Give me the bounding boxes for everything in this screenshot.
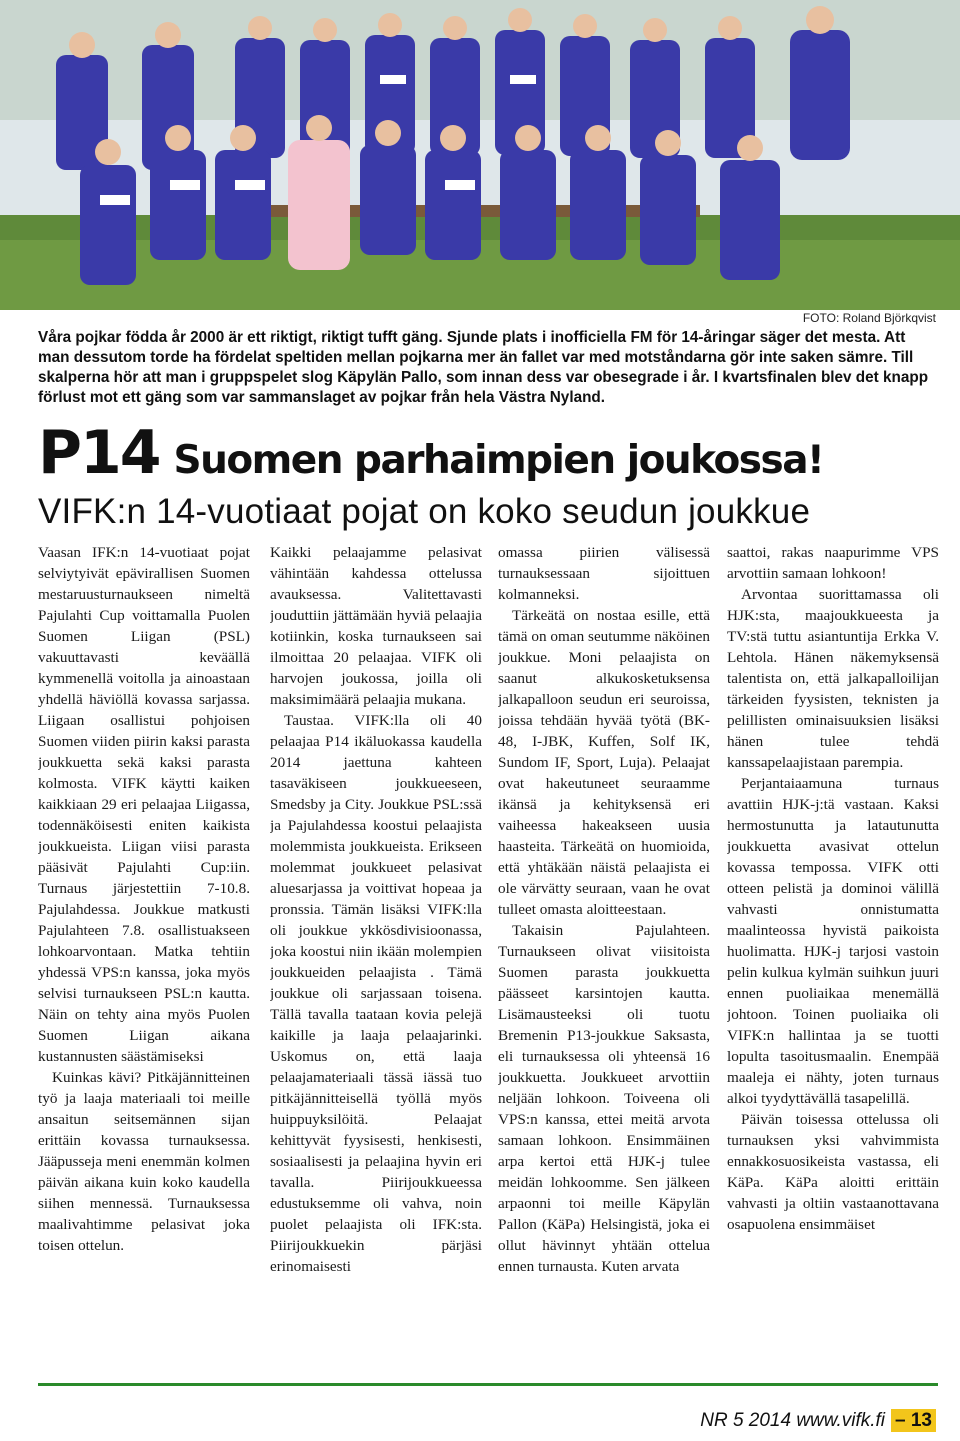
article-column-1 [38, 542, 250, 1256]
article-column-2 [270, 542, 482, 1277]
paragraph: Taustaa. VIFK:lla oli 40 pelaajaa P14 ikäluokassa kaudella 2014 jaettuna kahteen tasaväkiseen joukkueeseen, Smedsby ja City. Joukkue PSL:ssä ja Pajulahdessa koostui pelaajista molemmista joukkueista. Erikseen molemmat joukkueet pelasivat aluesarjassa ja voittivat hopeaa ja pronssia. Tämän lisäksi VIFK:lla oli joukkue ykkösdivisioonassa, joka koostui niin ikään molempien joukkueiden pelaajista . Tämä joukkue oli sarjassaan toisena. Tällä tavalla taataan kovia pelejä kaikille ja laaja pelaajarinki. Uskomus on, että laaja pelaajamateriaali tässä iässä tuo pitkäjännitteisellä työllä myös huippuyksilöitä. Pelaajat kehittyvät fyysisesti, henkisesti, sosiaalisesti ja pelaajina hyvin eri tavalla. Piirijoukkueessa edustuksemme oli vahva, noin puolet pelaajista oli IFK:sta. Piirijoukkuekin pärjäsi erinomaisesti [270, 712, 482, 1275]
paragraph: saattoi, rakas naapurimme VPS arvottiin samaan lohkoon! [727, 544, 939, 582]
paragraph: Kuinkas kävi? Pitkäjännitteinen työ ja laaja materiaali toi meille ansaitun seitsemännen sijan erittäin kovassa turnauksessa. Jääpusseja meni enemmän kolmen päivän aikana kuin koko kaudella siihen mennessä. Turnauksessa maalivahtimme pelasivat joka toisen ottelun. [38, 1069, 250, 1254]
page-number: – 13 [891, 1409, 936, 1432]
footer-rule [38, 1383, 938, 1386]
photo-credit: FOTO: Roland Björkqvist [802, 311, 936, 325]
subheadline: VIFK:n 14-vuotiaat pojat on koko seudun joukkue [38, 492, 811, 531]
paragraph: Perjantaiaamuna turnaus avattiin HJK-j:tä vastaan. Kaksi hermostunutta ja latautunutta joukkuetta avasivat ottelun kovassa tempossa. VIFK otti otteen pelistä ja dominoi välillä vahvasti onnistumatta maalinteossa hyvistä paikoista huolimatta. HJK-j tarjosi vastoin pelin kulkua kylmän suihkun juuri ennen puoliaikaa menemällä johtoon. Toinen puoliaika oli VIFK:n hallintaa ja se tuotti lopulta tasoitusmaalin. Enempää maaleja ei nähty, joten turnaus alkoi tyydyttävällä tasapelillä. [727, 775, 939, 1107]
issue-and-website: NR 5 2014 www.vifk.fi [700, 1410, 886, 1431]
paragraph: Tärkeätä on nostaa esille, että tämä on oman seutumme näköinen joukkue. Moni pelaajista on saanut alkukosketuksensa jalkapalloon seudun eri seuroissa, joissa tehdään hyvää työtä (BK-48, I-JBK, Kuffen, Solf IK, Sundom IF, Sport, Luja). Pelaajat ovat hakeutuneet seuraamme ikänsä ja kehityksensä eri vaiheessa hakeakseen uusia haasteita. Tärkeätä on huomioida, että yhtäkään näistä pelaajista ei ole värvätty seuraan, vaan he ovat tulleet omasta aloitteestaan. [498, 607, 710, 918]
team-photo-illustration [0, 0, 960, 310]
headline [38, 418, 823, 488]
headline-title: Suomen parhaimpien joukossa! [173, 438, 824, 483]
team-photo [0, 0, 960, 310]
headline-category: P14 [38, 418, 160, 488]
paragraph: Päivän toisessa ottelussa oli turnauksen yksi vahvimmista ennakkosuosikeista vastassa, eli KäPa. KäPa aloitti erittäin vahvasti ja oltiin vastaanottavana osapuolena ensimmäiset [727, 1111, 939, 1233]
article-column-4 [727, 542, 939, 1235]
paragraph: omassa piirien välisessä turnauksessaan sijoittuen kolmanneksi. [498, 544, 710, 603]
page-footer [700, 1410, 936, 1432]
paragraph: Arvontaa suorittamassa oli HJK:sta, maajoukkueesta ja TV:stä tuttu asiantuntija Erkka V. Lehtola. Hänen näkemyksensä talentista on, että jalkapalloilijan tärkeiden fyysisten, teknisten ja pelillisten ominaisuuksien lisäksi hänen tulee tehdä kanssapelaajistaan parempia. [727, 586, 939, 771]
article-column-3 [498, 542, 710, 1277]
paragraph: Vaasan IFK:n 14-vuotiaat pojat selviytyivät epävirallisen Suomen mestaruusturnaukseen nimeltä Pajulahti Cup voittamalla Puolen Suomen Liigan (PSL) vakuuttavasti keväällä kymmenellä voitolla ja ainoastaan yhdellä häviöllä kovassa sarjassa. Liigaan osallistui pohjoisen Suomen viiden piirin kaksi parasta joukkuetta sekä kaksi parasta kolmosta. VIFK käytti kaiken kaikkiaan 29 eri pelaajaa Liigassa, todennäköisesti eniten kaikista joukkueista. Liigan viisi parasta pääsivät Pajulahti Cup:iin. Turnaus järjestettiin 7-10.8. Pajulahdessa. Joukkue matkusti Pajulahteen 7.8. osallistuakseen lohkoarvontaan. Matka tehtiin yhdessä VPS:n kanssa, joka myös selvisi turnaukseen PSL:n kautta. Näin on tehty aina myös Puolen Suomen Liigan aikana kustannusten säästämiseksi [38, 544, 250, 1065]
photo-caption: Våra pojkar födda år 2000 är ett riktigt, riktigt tufft gäng. Sjunde plats i inofficiella FM för 14-åringar säger det mesta. Att man dessutom torde ha fördelat speltiden mellan pojkarna mer än fallet var med motståndarna gör inte saken sämre. Till skalperna hör att man i gruppspelet slog Käpylän Pallo, som innan dess var obesegrade i år. I kvartsfinalen blev det knapp förlust mot ett gäng som var sammanslaget av pojkar från hela Västra Nyland. [38, 329, 929, 406]
paragraph: Takaisin Pajulahteen. Turnaukseen olivat viisitoista Suomen parasta joukkuetta päässeet karsintojen kautta. Lisämausteeksi oli tuotu Bremenin P13-joukkue Saksasta, eli turnauksessa oli yhteensä 16 joukkuetta. Joukkueet arvottiin neljään lohkoon. Toiveena oli VPS:n kanssa, ettei meitä arvota samaan lohkoon. Ensimmäinen arpa kertoi että HJK-j tulee meidän lohkoomme. Sen jälkeen arpaonni toi meille Käpylän Pallon (KäPa) Helsingistä, joka ei ollut hävinnyt yhtään ottelua ennen turnausta. Kuten arvata [498, 922, 710, 1275]
paragraph: Kaikki pelaajamme pelasivat vähintään kahdessa ottelussa avauksessa. Valitettavasti jouduttiin jättämään hyviä pelaajia kotiinkin, koska turnaukseen sai ilmoittaa 20 pelaajaa. VIFK oli harvojen joukossa, joilla oli maksimimäärä pelaajia mukana. [270, 544, 482, 708]
